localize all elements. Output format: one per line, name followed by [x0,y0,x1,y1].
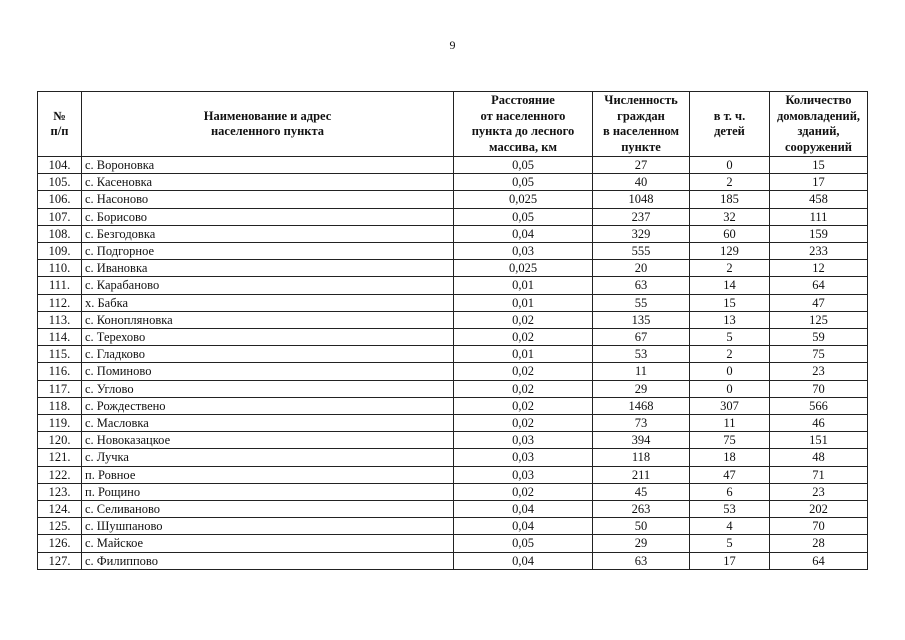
cell-buildings: 111 [770,208,868,225]
cell-name: п. Рощино [82,483,454,500]
cell-children: 17 [690,552,770,569]
cell-buildings: 17 [770,174,868,191]
table-row [38,294,868,311]
cell-name: п. Ровное [82,466,454,483]
cell-number: 104. [38,157,82,174]
table-row [38,535,868,552]
cell-number: 105. [38,174,82,191]
table-row [38,174,868,191]
cell-buildings: 566 [770,397,868,414]
cell-distance: 0,04 [454,518,593,535]
cell-name: с. Терехово [82,329,454,346]
cell-distance: 0,025 [454,260,593,277]
cell-children: 6 [690,483,770,500]
cell-distance: 0,05 [454,535,593,552]
cell-buildings: 23 [770,363,868,380]
cell-buildings: 70 [770,380,868,397]
cell-children: 2 [690,346,770,363]
cell-buildings: 75 [770,346,868,363]
cell-distance: 0,05 [454,157,593,174]
cell-number: 108. [38,225,82,242]
cell-number: 118. [38,397,82,414]
cell-distance: 0,03 [454,449,593,466]
cell-number: 112. [38,294,82,311]
table-row [38,191,868,208]
cell-children: 0 [690,157,770,174]
cell-distance: 0,02 [454,397,593,414]
cell-children: 75 [690,432,770,449]
cell-population: 29 [593,535,690,552]
table-row [38,329,868,346]
cell-children: 15 [690,294,770,311]
cell-name: с. Карабаново [82,277,454,294]
cell-distance: 0,025 [454,191,593,208]
table-row [38,277,868,294]
cell-name: с. Конопляновка [82,311,454,328]
header-children: в т. ч. детей [690,92,770,157]
cell-children: 2 [690,260,770,277]
table-row [38,363,868,380]
cell-number: 121. [38,449,82,466]
cell-population: 20 [593,260,690,277]
cell-children: 60 [690,225,770,242]
cell-name: х. Бабка [82,294,454,311]
cell-population: 555 [593,243,690,260]
cell-number: 126. [38,535,82,552]
cell-children: 0 [690,380,770,397]
cell-number: 111. [38,277,82,294]
cell-population: 11 [593,363,690,380]
cell-number: 110. [38,260,82,277]
cell-number: 113. [38,311,82,328]
cell-population: 53 [593,346,690,363]
cell-buildings: 71 [770,466,868,483]
cell-name: с. Вороновка [82,157,454,174]
cell-buildings: 202 [770,501,868,518]
cell-buildings: 458 [770,191,868,208]
table-header-row [38,92,868,157]
table-row [38,157,868,174]
table-row [38,208,868,225]
cell-name: с. Шушпаново [82,518,454,535]
cell-number: 117. [38,380,82,397]
cell-children: 0 [690,363,770,380]
cell-distance: 0,01 [454,294,593,311]
table-row [38,518,868,535]
cell-name: с. Гладково [82,346,454,363]
cell-children: 5 [690,329,770,346]
cell-children: 13 [690,311,770,328]
cell-population: 55 [593,294,690,311]
cell-name: с. Рождествено [82,397,454,414]
header-buildings: Количество домовладений, зданий, сооружений [770,92,868,157]
cell-buildings: 64 [770,277,868,294]
cell-population: 40 [593,174,690,191]
table-row [38,483,868,500]
cell-distance: 0,04 [454,225,593,242]
cell-buildings: 23 [770,483,868,500]
cell-name: с. Насоново [82,191,454,208]
cell-buildings: 46 [770,415,868,432]
cell-population: 329 [593,225,690,242]
cell-distance: 0,03 [454,432,593,449]
cell-number: 127. [38,552,82,569]
cell-number: 125. [38,518,82,535]
cell-number: 122. [38,466,82,483]
cell-children: 129 [690,243,770,260]
table-row [38,260,868,277]
cell-number: 124. [38,501,82,518]
cell-number: 106. [38,191,82,208]
table-row [38,311,868,328]
cell-distance: 0,05 [454,208,593,225]
header-distance: Расстояние от населенного пункта до лесного массива, км [454,92,593,157]
cell-children: 185 [690,191,770,208]
cell-number: 120. [38,432,82,449]
cell-number: 107. [38,208,82,225]
cell-name: с. Новоказацкое [82,432,454,449]
cell-name: с. Лучка [82,449,454,466]
cell-population: 237 [593,208,690,225]
cell-population: 63 [593,552,690,569]
cell-number: 119. [38,415,82,432]
cell-distance: 0,04 [454,552,593,569]
cell-name: с. Подгорное [82,243,454,260]
cell-children: 53 [690,501,770,518]
cell-distance: 0,01 [454,346,593,363]
cell-distance: 0,02 [454,363,593,380]
cell-distance: 0,05 [454,174,593,191]
table-header [38,92,868,157]
cell-name: с. Масловка [82,415,454,432]
table-row [38,466,868,483]
cell-buildings: 48 [770,449,868,466]
cell-population: 45 [593,483,690,500]
cell-name: с. Майское [82,535,454,552]
cell-name: с. Филиппово [82,552,454,569]
cell-number: 116. [38,363,82,380]
cell-number: 114. [38,329,82,346]
page-number: 9 [449,38,456,52]
table-row [38,552,868,569]
cell-children: 11 [690,415,770,432]
cell-population: 263 [593,501,690,518]
cell-population: 67 [593,329,690,346]
cell-name: с. Ивановка [82,260,454,277]
cell-buildings: 151 [770,432,868,449]
cell-buildings: 64 [770,552,868,569]
cell-children: 5 [690,535,770,552]
cell-population: 394 [593,432,690,449]
header-number: № п/п [38,92,82,157]
table-row [38,225,868,242]
cell-name: с. Углово [82,380,454,397]
cell-name: с. Касеновка [82,174,454,191]
cell-name: с. Поминово [82,363,454,380]
cell-population: 29 [593,380,690,397]
cell-buildings: 125 [770,311,868,328]
table-row [38,449,868,466]
cell-number: 109. [38,243,82,260]
cell-buildings: 233 [770,243,868,260]
table-row [38,415,868,432]
cell-distance: 0,02 [454,311,593,328]
table-body [38,157,868,570]
cell-buildings: 159 [770,225,868,242]
cell-name: с. Селиваново [82,501,454,518]
cell-population: 211 [593,466,690,483]
cell-population: 73 [593,415,690,432]
table-row [38,243,868,260]
cell-buildings: 59 [770,329,868,346]
cell-distance: 0,02 [454,415,593,432]
table-row [38,380,868,397]
cell-children: 4 [690,518,770,535]
cell-distance: 0,02 [454,380,593,397]
header-name: Наименование и адрес населенного пункта [82,92,454,157]
cell-distance: 0,03 [454,466,593,483]
cell-buildings: 47 [770,294,868,311]
cell-number: 115. [38,346,82,363]
table-row [38,397,868,414]
cell-distance: 0,02 [454,483,593,500]
cell-children: 47 [690,466,770,483]
cell-children: 2 [690,174,770,191]
table-row [38,346,868,363]
cell-children: 32 [690,208,770,225]
cell-buildings: 70 [770,518,868,535]
cell-buildings: 12 [770,260,868,277]
cell-buildings: 28 [770,535,868,552]
header-population: Численность граждан в населенном пункте [593,92,690,157]
cell-buildings: 15 [770,157,868,174]
cell-population: 135 [593,311,690,328]
cell-population: 118 [593,449,690,466]
cell-population: 1468 [593,397,690,414]
cell-number: 123. [38,483,82,500]
cell-name: с. Борисово [82,208,454,225]
cell-distance: 0,04 [454,501,593,518]
cell-population: 50 [593,518,690,535]
cell-population: 63 [593,277,690,294]
table-row [38,501,868,518]
cell-distance: 0,03 [454,243,593,260]
cell-children: 14 [690,277,770,294]
settlements-table [37,91,868,570]
cell-children: 18 [690,449,770,466]
cell-distance: 0,01 [454,277,593,294]
cell-distance: 0,02 [454,329,593,346]
table-row [38,432,868,449]
cell-children: 307 [690,397,770,414]
cell-name: с. Безгодовка [82,225,454,242]
cell-population: 1048 [593,191,690,208]
cell-population: 27 [593,157,690,174]
